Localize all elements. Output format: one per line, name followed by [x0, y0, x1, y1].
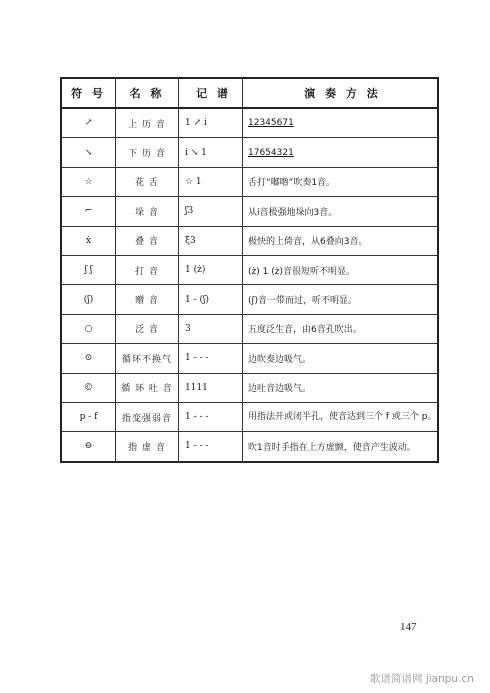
symbol-cell: ⊙	[61, 344, 116, 373]
watermark: 歌谱简谱网 jianpu.cn	[370, 673, 474, 685]
table-row	[61, 373, 438, 402]
symbol-cell: ⌐	[61, 197, 116, 226]
table-row	[61, 285, 438, 314]
method-cell	[243, 138, 439, 167]
symbol-cell: ↗	[61, 108, 116, 138]
symbol-cell: ↘	[61, 138, 116, 167]
method-text: 12345671	[248, 118, 294, 129]
notation-cell: 1 - - -	[179, 344, 243, 373]
symbol-cell: ○	[61, 314, 116, 343]
method-cell: (ż) 1 (ż)音很短听不明显。	[243, 255, 439, 284]
notation-cell: 1 (ż)	[179, 255, 243, 284]
name-cell: 指变强弱音	[116, 402, 179, 431]
name-cell: 下 历 音	[116, 138, 179, 167]
notation-cell: 1 ↗ i	[179, 108, 243, 138]
method-cell: 边吐音边吸气。	[243, 373, 439, 402]
name-cell: 循环不换气	[116, 344, 179, 373]
symbol-cell: ẋ	[61, 226, 116, 255]
table-row	[61, 432, 438, 462]
name-cell: 赠 音	[116, 285, 179, 314]
table-row	[61, 344, 438, 373]
table-row	[61, 402, 438, 431]
method-text: 17654321	[248, 147, 294, 158]
table-row	[61, 138, 438, 167]
name-cell: 指 虚 音	[116, 432, 179, 462]
page-number: 147	[400, 621, 417, 633]
symbol-cell: ☆	[61, 167, 116, 196]
method-cell: 用指法开或闭半孔，使音达到三个 f 或三个 p。	[243, 402, 439, 431]
notation-cell: 1 - - -	[179, 432, 243, 462]
name-cell: 叠 音	[116, 226, 179, 255]
method-cell: 从i音极强地垛向3音。	[243, 197, 439, 226]
symbol-cell: ©	[61, 373, 116, 402]
name-cell: 垛 音	[116, 197, 179, 226]
symbol-cell: ⊖	[61, 432, 116, 462]
symbol-cell: p - f	[61, 402, 116, 431]
header-method: 演 奏 方 法	[243, 78, 439, 108]
header-name: 名 称	[116, 78, 179, 108]
notation-cell: 1111	[179, 373, 243, 402]
symbol-cell: ʃ ʃ	[61, 255, 116, 284]
header-symbol: 符 号	[61, 78, 116, 108]
notation-cell: ☆ 1	[179, 167, 243, 196]
notation-cell: i ↘ 1	[179, 138, 243, 167]
table-row	[61, 108, 438, 138]
method-cell	[243, 108, 439, 138]
method-cell: 吹1音时手指在上方虚颤，使音产生波动。	[243, 432, 439, 462]
table-row	[61, 314, 438, 343]
name-cell: 泛 音	[116, 314, 179, 343]
symbol-cell: (ʃ)	[61, 285, 116, 314]
method-cell: 五度泛生音，由6音孔吹出。	[243, 314, 439, 343]
method-cell: (ʃ)音一带而过，听不明显。	[243, 285, 439, 314]
notation-cell: ξ3	[179, 226, 243, 255]
table-row	[61, 226, 438, 255]
name-cell: 循 环 吐 音	[116, 373, 179, 402]
name-cell: 打 音	[116, 255, 179, 284]
method-cell: 舌打“嘟噜”吹奏1音。	[243, 167, 439, 196]
notation-cell: 3	[179, 314, 243, 343]
notation-symbol-table	[60, 77, 439, 463]
method-cell: 极快的上倚音，从6叠向3音。	[243, 226, 439, 255]
table-header-row	[61, 78, 438, 108]
name-cell: 花 舌	[116, 167, 179, 196]
notation-cell: 1 - - -	[179, 402, 243, 431]
table-row	[61, 255, 438, 284]
table-row	[61, 197, 438, 226]
name-cell: 上 历 音	[116, 108, 179, 138]
method-cell: 边吹奏边吸气。	[243, 344, 439, 373]
notation-cell: 1 - (ʃ)	[179, 285, 243, 314]
table-row	[61, 167, 438, 196]
header-notation: 记 谱	[179, 78, 243, 108]
notation-cell: ʃ3	[179, 197, 243, 226]
